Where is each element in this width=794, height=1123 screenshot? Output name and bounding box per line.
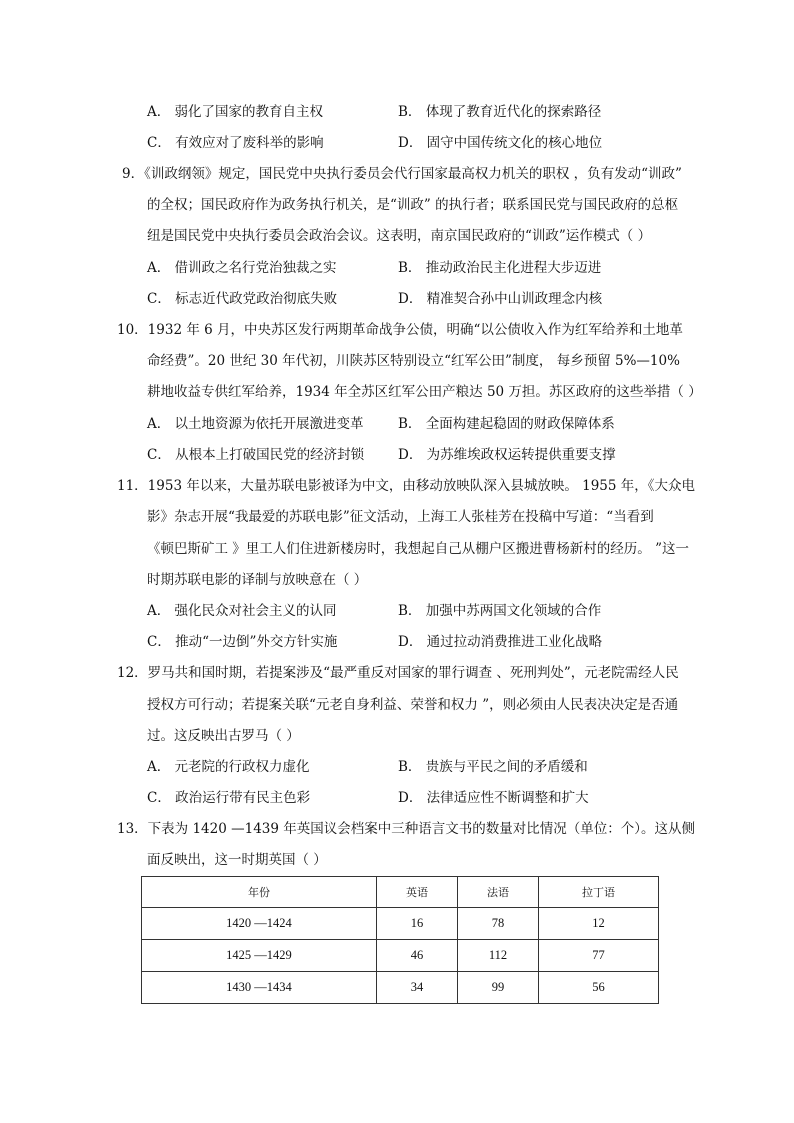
- q11-option-a: A． 强化民众对社会主义的认同: [147, 603, 337, 619]
- q12-line-2: 授权方可行动；若提案关联“元老自身利益、荣誉和权力 ”，则必须由人民表决决定是否通: [147, 697, 679, 713]
- q8-option-c: C． 有效应对了废科举的影响: [147, 135, 324, 151]
- q12-option-a: A． 元老院的行政权力虚化: [147, 759, 310, 775]
- q10-option-c: C． 从根本上打破国民党的经济封锁: [147, 447, 365, 463]
- cell-french: 112: [458, 940, 539, 972]
- cell-latin: 77: [539, 940, 659, 972]
- q12-line-1: 12．罗马共和国时期，若提案涉及“最严重反对国家的罪行调查 、死刑判处”，元老院需经人民: [117, 665, 679, 681]
- cell-year: 1420 —1424: [142, 908, 377, 940]
- q10-line-2: 命经费”。20 世纪 30 年代初，川陕苏区特别设立“红军公田”制度， 每乡预留 5%—10%: [147, 353, 680, 369]
- q10-option-b: B． 全面构建起稳固的财政保障体系: [398, 416, 615, 432]
- table-row: [142, 940, 659, 972]
- q10-line-3: 耕地收益专供红军给养，1934 年全苏区红军公田产粮达 50 万担。苏区政府的这些举措（ ）: [147, 384, 702, 400]
- q11-option-b: B． 加强中苏两国文化领域的合作: [398, 603, 602, 619]
- q11-line-2: 影》杂志开展“我最爱的苏联电影”征文活动，上海工人张桂芳在投稿中写道：“当看到: [147, 509, 654, 525]
- q12-option-c: C． 政治运行带有民主色彩: [147, 790, 311, 806]
- q13-line-2: 面反映出，这一时期英国（ ）: [147, 852, 327, 868]
- q9-option-a: A． 借训政之名行党治独裁之实: [147, 260, 337, 276]
- q13-line-1: 13．下表为 1420 —1439 年英国议会档案中三种语言文书的数量对比情况（单位：个）。这从侧: [117, 821, 696, 837]
- cell-english: 16: [376, 908, 457, 940]
- cell-latin: 12: [539, 908, 659, 940]
- q8-option-a: A． 弱化了国家的教育自主权: [147, 104, 324, 120]
- header-year: 年份: [142, 877, 377, 908]
- q10-option-a: A． 以土地资源为依托开展激进变革: [147, 416, 364, 432]
- q10-option-d: D． 为苏维埃政权运转提供重要支撑: [398, 447, 616, 463]
- header-latin: 拉丁语: [539, 877, 659, 908]
- table-row: [142, 972, 659, 1004]
- q9-option-b: B． 推动政治民主化进程大步迈进: [398, 260, 602, 276]
- q8-option-b: B． 体现了教育近代化的探索路径: [398, 104, 602, 120]
- q11-option-c: C． 推动“一边倒”外交方针实施: [147, 634, 338, 650]
- table-header-row: [142, 877, 659, 908]
- cell-year: 1425 —1429: [142, 940, 377, 972]
- header-english: 英语: [376, 877, 457, 908]
- q8-option-d: D． 固守中国传统文化的核心地位: [398, 135, 603, 151]
- q9-option-d: D． 精准契合孙中山训政理念内核: [398, 291, 603, 307]
- header-french: 法语: [458, 877, 539, 908]
- q13-data-table: [141, 876, 659, 1004]
- cell-year: 1430 —1434: [142, 972, 377, 1004]
- cell-french: 78: [458, 908, 539, 940]
- q12-line-3: 过。这反映出古罗马（ ）: [147, 728, 300, 744]
- q11-line-3: 《顿巴斯矿工 》里工人们住进新楼房时，我想起自己从棚户区搬进曹杨新村的经历。 ”这一: [147, 541, 689, 557]
- q12-option-d: D． 法律适应性不断调整和扩大: [398, 790, 589, 806]
- cell-french: 99: [458, 972, 539, 1004]
- q11-line-4: 时期苏联电影的译制与放映意在（ ）: [147, 572, 368, 588]
- q9-line-3: 纽是国民党中央执行委员会政治会议。这表明，南京国民政府的“训政”运作模式（ ）: [147, 228, 652, 244]
- cell-latin: 56: [539, 972, 659, 1004]
- q10-line-1: 10．1932 年 6 月，中央苏区发行两期革命战争公债，明确“以公债收入作为红军给养和土地革: [117, 322, 683, 338]
- cell-english: 34: [376, 972, 457, 1004]
- q9-option-c: C． 标志近代政党政治彻底失败: [147, 291, 338, 307]
- q9-line-2: 的全权；国民政府作为政务执行机关，是“训政” 的执行者；联系国民党与国民政府的总枢: [147, 197, 679, 213]
- cell-english: 46: [376, 940, 457, 972]
- q9-line-1: 9．《训政纲领》规定，国民党中央执行委员会代行国家最高权力机关的职权 ，负有发动“训政”: [122, 166, 682, 182]
- q12-option-b: B． 贵族与平民之间的矛盾缓和: [398, 759, 588, 775]
- q11-line-1: 11．1953 年以来，大量苏联电影被译为中文，由移动放映队深入县城放映。 1955 年，《大众电: [117, 478, 696, 494]
- q11-option-d: D． 通过拉动消费推进工业化战略: [398, 634, 603, 650]
- table-row: [142, 908, 659, 940]
